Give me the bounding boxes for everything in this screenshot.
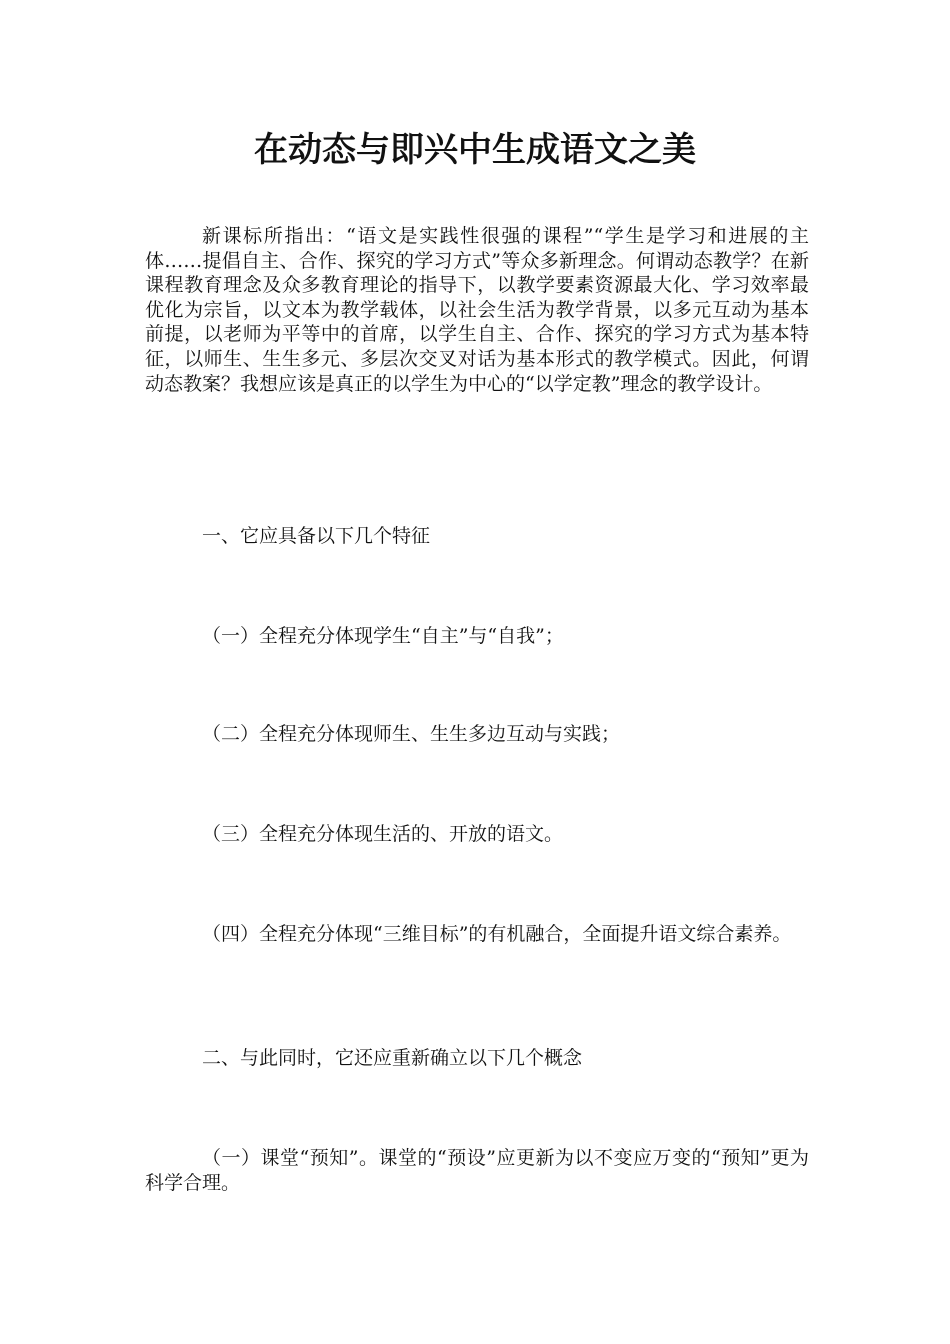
section-heading-1: 一、它应具备以下几个特征: [202, 525, 431, 547]
intro-paragraph: 新课标所指出：“语文是实践性很强的课程”“学生是学习和进展的主体……提倡自主、合作、探究的学习方式”等众多新理念。何谓动态教学？在新课程教育理念及众多教育理论的指导下，以教学要素资源最大化、学习效率最优化为宗旨，以文本为教学载体，以社会生活为教学背景，以多元互动为基本前提，以老师为平等中的首席，以学生自主、合作、探究的学习方式为基本特征，以师生、生生多元、多层次交叉对话为基本形式的教学模式。因此，何谓动态教案？我想应该是真正的以学生为中心的“以学定教”理念的教学设计。: [145, 225, 809, 395]
section-1-item-2: （二）全程充分体现师生、生生多边互动与实践；: [202, 723, 621, 745]
document-title: 在动态与即兴中生成语文之美: [254, 130, 696, 170]
section-1-item-3: （三）全程充分体现生活的、开放的语文。: [202, 823, 564, 845]
section-2-item-1: （一）课堂“预知”。课堂的“预设”应更新为以不变应万变的“预知”更为科学合理。: [145, 1147, 809, 1194]
section-1-item-1: （一）全程充分体现学生“自主”与“自我”；: [202, 625, 564, 647]
section-heading-2: 二、与此同时，它还应重新确立以下几个概念: [202, 1047, 583, 1069]
section-1-item-4: （四）全程充分体现“三维目标”的有机融合，全面提升语文综合素养。: [202, 923, 792, 945]
